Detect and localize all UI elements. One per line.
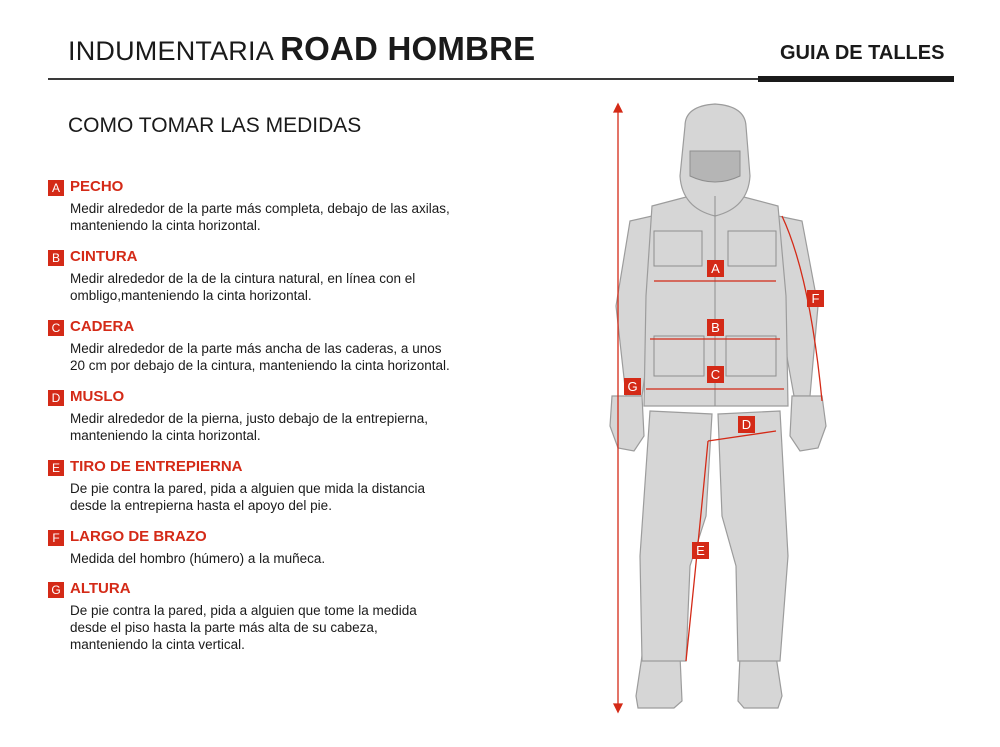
- right-glove: [790, 396, 826, 451]
- title-bold: ROAD HOMBRE: [280, 30, 536, 67]
- description-line: Medir alrededor de la parte más ancha de las caderas, a unos: [70, 341, 442, 356]
- measure-item: [48, 248, 568, 318]
- description-line: desde la entrepierna hasta el apoyo del pie.: [70, 498, 332, 513]
- measure-item: [48, 318, 568, 388]
- measure-title: MUSLO: [70, 388, 125, 405]
- marker-b-label: B: [711, 320, 720, 335]
- measure-item: [48, 458, 568, 528]
- section-label: GUIA DE TALLES: [780, 42, 945, 64]
- marker-e-label: E: [696, 543, 705, 558]
- measure-letter-badge: B: [48, 250, 64, 266]
- measure-description: [70, 270, 570, 304]
- description-line: De pie contra la pared, pida a alguien que mida la distancia: [70, 481, 425, 496]
- header-divider-accent: [758, 76, 954, 82]
- rider-figure: [590, 96, 850, 721]
- description-line: Medida del hombro (húmero) a la muñeca.: [70, 551, 326, 566]
- measure-title: LARGO DE BRAZO: [70, 528, 207, 545]
- left-leg: [640, 411, 712, 661]
- measure-title: TIRO DE ENTREPIERNA: [70, 458, 243, 475]
- measure-letter-badge: E: [48, 460, 64, 476]
- page-title: [68, 30, 535, 68]
- goggles: [690, 151, 740, 182]
- measure-description: [70, 602, 570, 653]
- measure-description: [70, 200, 570, 234]
- header-divider: [48, 78, 758, 80]
- measure-title: CINTURA: [70, 248, 138, 265]
- description-line: Medir alrededor de la pierna, justo debajo de la entrepierna,: [70, 411, 428, 426]
- measure-description: [70, 340, 570, 374]
- height-arrow-top: [614, 104, 622, 112]
- description-line: Medir alrededor de la de la cintura natural, en línea con el: [70, 271, 416, 286]
- description-line: De pie contra la pared, pida a alguien que tome la medida: [70, 603, 417, 618]
- measure-letter-badge: D: [48, 390, 64, 406]
- measure-description: [70, 480, 570, 514]
- measure-letter-badge: G: [48, 582, 64, 598]
- description-line: manteniendo la cinta horizontal.: [70, 428, 261, 443]
- marker-g-label: G: [627, 379, 638, 394]
- left-glove: [610, 396, 644, 451]
- description-line: manteniendo la cinta horizontal.: [70, 218, 261, 233]
- measure-item: [48, 388, 568, 458]
- measure-description: [70, 410, 570, 444]
- measure-list: [48, 178, 568, 660]
- description-line: Medir alrededor de la parte más completa, debajo de las axilas,: [70, 201, 450, 216]
- measure-letter-badge: C: [48, 320, 64, 336]
- measure-letter-badge: A: [48, 180, 64, 196]
- marker-f-label: F: [811, 291, 820, 306]
- description-line: ombligo,manteniendo la cinta horizontal.: [70, 288, 312, 303]
- measure-title: CADERA: [70, 318, 135, 335]
- measure-description: [70, 550, 570, 567]
- height-arrow-bottom: [614, 704, 622, 712]
- measure-title: PECHO: [70, 178, 124, 195]
- marker-d-label: D: [741, 417, 752, 432]
- marker-c-label: C: [710, 367, 721, 382]
- measure-item: [48, 528, 568, 580]
- subtitle: COMO TOMAR LAS MEDIDAS: [68, 114, 362, 137]
- measure-item: [48, 580, 568, 660]
- description-line: 20 cm por debajo de la cintura, manteniendo la cinta horizontal.: [70, 358, 450, 373]
- measure-item: [48, 178, 568, 248]
- right-boot: [738, 656, 782, 708]
- measure-title: ALTURA: [70, 580, 131, 597]
- right-leg: [718, 411, 788, 661]
- marker-a-label: A: [711, 261, 720, 276]
- measure-letter-badge: F: [48, 530, 64, 546]
- left-boot: [636, 656, 682, 708]
- title-light: INDUMENTARIA: [68, 36, 273, 66]
- description-line: manteniendo la cinta vertical.: [70, 637, 245, 652]
- description-line: desde el piso hasta la parte más alta de su cabeza,: [70, 620, 378, 635]
